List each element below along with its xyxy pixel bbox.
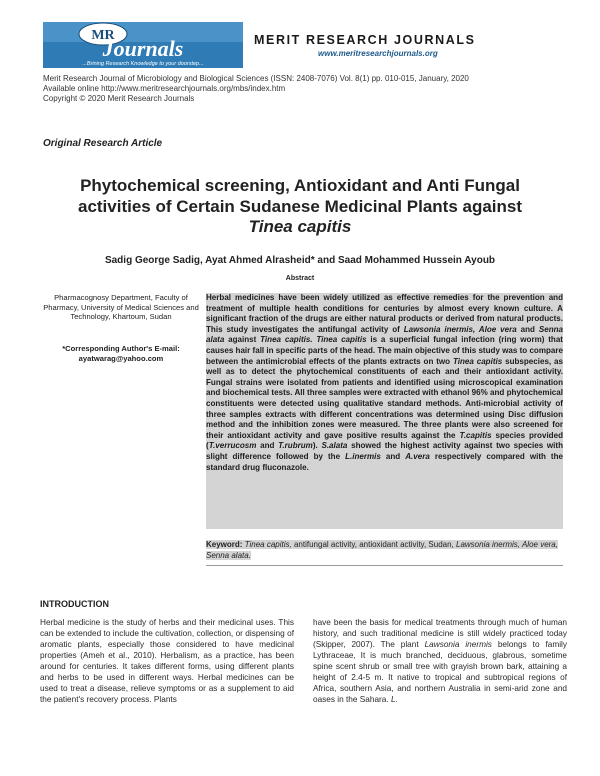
logo-journals-text: Journals	[102, 36, 184, 61]
title-line-1: Phytochemical screening, Antioxidant and Anti Fungal	[80, 176, 520, 195]
journal-url[interactable]: www.meritresearchjournals.org	[318, 49, 438, 58]
authors: Sadig George Sadig, Ayat Ahmed Alrasheid* and Saad Mohammed Hussein Ayoub	[104, 255, 496, 266]
citation-line: Merit Research Journal of Microbiology and Biological Sciences (ISSN: 2408-7076) Vol. 8(1) pp. 010-015, January, 2020	[43, 74, 469, 83]
title-line-3: Tinea capitis	[248, 217, 352, 236]
title-line-2: activities of Certain Sudanese Medicinal Plants against	[77, 196, 523, 216]
divider	[206, 565, 563, 566]
corresponding-label: *Corresponding Author's E-mail:	[62, 344, 180, 353]
intro-column-right: have been the basis for medical treatments through much of human history, and such traditional medicine is still widely practiced today (Skipper, 2007). The plant Lawsonia inermis belongs to family Lythraceae, It is much branched, deciduous, glabrous, sometime spine scent shrub or small tree with grayish brown bark, attaining a height of 2.4-5 m. It native to tropical and subtropical regions of Africa, southern Asia, and northern Australia in semi-arid zone and oases in the Sahara. L.	[313, 618, 567, 704]
corresponding-email[interactable]: ayatwarag@yahoo.com	[78, 353, 164, 363]
availability-line[interactable]: Available online http://www.meritresearchjournals.org/mbs/index.htm	[43, 84, 286, 93]
journal-logo	[43, 22, 243, 68]
abstract-label: Abstract	[285, 275, 315, 282]
citation-block	[43, 74, 469, 104]
abstract-text: Herbal medicines have been widely utilized as effective remedies for the prevention and treatment of multiple health conditions for centuries by almost every known culture. A significant fraction of the drugs are either natural products or derived from natural products. This study investigates the antifungal activity of Lawsonia inermis, Aloe vera and Senna alata against Tinea capitis. Tinea capitis is a superficial fungal infection (ring worm) that causes hair fall in specific parts of the head. The main objective of this study was to compare between the antimicrobial effects of the plants extracts on two Tinea capitis subspecies, as well as to detect the phytochemical constituents of each and their antioxidant activity. Fungal strains were isolated from patients and identified using microscopical examination and biochemical tests. All three samples were extracted with ethanol 96% and phytochemical constituents were detected using qualitative standard methods. Anti-microbial activity of three samples extracts with different concentrations was determined using Disc diffusion method and the inhibition zones were measured. The three plants were also screened for their antioxidant activity and gave positive results against the T.capitis species provided (T.verrucosm and T.rubrum). S.alata showed the highest activity against two species with slight difference followed by the L.inermis and A.vera respectively compared with the standard drug fluconazole.	[206, 293, 563, 529]
logo-mr-text: MR	[91, 28, 115, 43]
intro-column-left: Herbal medicine is the study of herbs and their medicinal uses. This can be extended to include the cultivation, collection, or dispensing of aromatic plants, especially those considered to have medicinal properties (Ameh et al., 2010). Herbalism, as a practice, has been around for centuries. It takes different forms, using different plants and herbs to be used in different ways. Herbal medicines can be used to treat a disease, relieve symptoms or as a supplement to aid the patient's recovery process. Plants	[40, 618, 294, 704]
section-heading-introduction: INTRODUCTION	[40, 599, 109, 609]
keywords-label: Keyword:	[206, 540, 243, 549]
journal-name: MERIT RESEARCH JOURNALS	[254, 33, 476, 47]
article-type: Original Research Article	[43, 138, 163, 149]
corresponding-author	[43, 344, 199, 363]
logo-tagline: ...Brining Research Knowledge to your doorstep...	[82, 61, 204, 67]
copyright-line: Copyright © 2020 Merit Research Journals	[43, 94, 195, 103]
paper-title	[40, 176, 560, 238]
affiliation: Pharmacognosy Department, Faculty of Pharmacy, University of Medical Sciences and Technology, Khartoum, Sudan	[43, 293, 199, 322]
keywords: Keyword: Tinea capitis, antifungal activity, antioxidant activity, Sudan, Lawsonia inermis, Aloe vera, Senna alata.	[206, 540, 558, 560]
